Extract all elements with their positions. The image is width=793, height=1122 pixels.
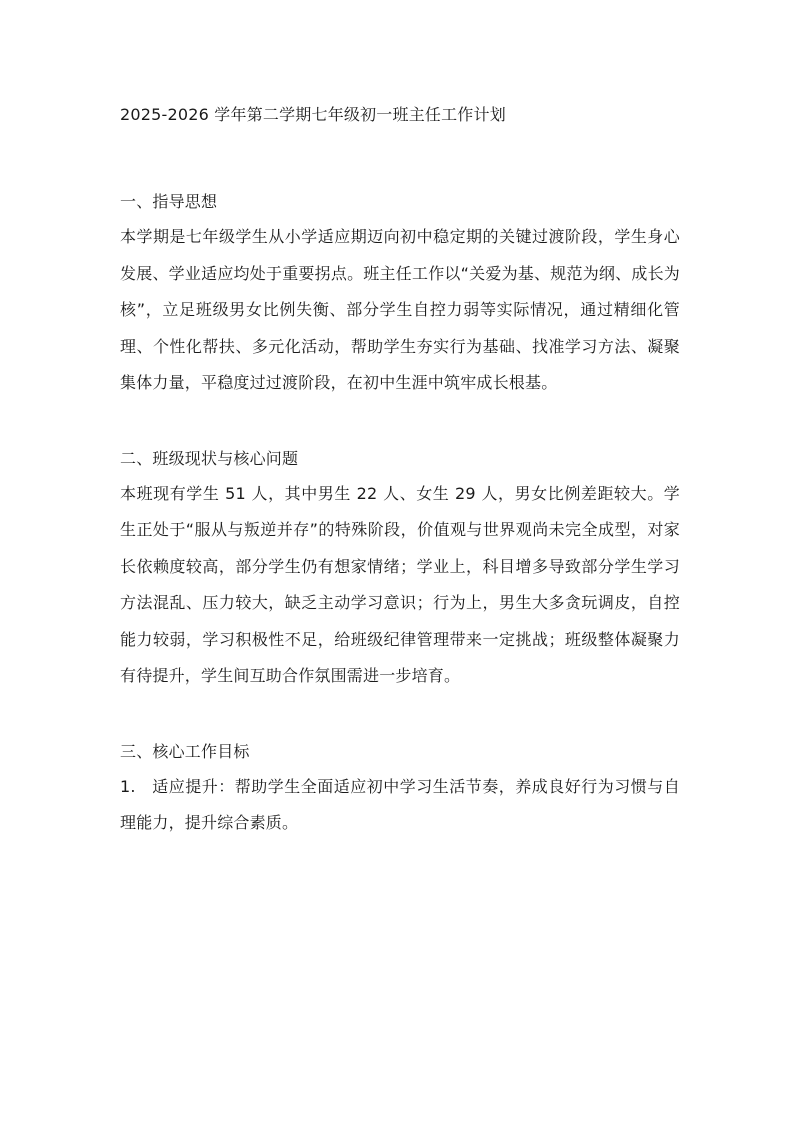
goal-item — [120, 769, 680, 842]
section-class-status — [120, 442, 680, 695]
section-heading: 二、班级现状与核心问题 — [120, 448, 299, 468]
section-heading: 三、核心工作目标 — [120, 741, 250, 761]
section-paragraph: 本学期是七年级学生从小学适应期迈向初中稳定期的关键过渡阶段，学生身心发展、学业适应均处于重要拐点。班主任工作以“关爱为基、规范为纲、成长为核”，立足班级男女比例失衡、部分学生自控力弱等实际情况，通过精细化管理、个性化帮扶、多元化活动，帮助学生夯实行为基础、找准学习方法、凝聚集体力量，平稳度过过渡阶段，在初中生涯中筑牢成长根基。 — [120, 227, 680, 392]
section-core-goals — [120, 735, 680, 842]
section-heading: 一、指导思想 — [120, 192, 218, 211]
section-paragraph: 本班现有学生 51 人，其中男生 22 人、女生 29 人，男女比例差距较大。学生正处于“服从与叛逆并存”的特殊阶段，价值观与世界观尚未完全成型，对家长依赖度较高，部分学生仍有想家情绪；学业上，科目增多导致部分学生学习方法混乱、压力较大，缺乏主动学习意识；行为上，男生大多贪玩调皮，自控能力较弱，学习积极性不足，给班级纪律管理带来一定挑战；班级整体凝聚力有待提升，学生间互助合作氛围需进一步培育。 — [120, 483, 680, 685]
section-guiding-thought — [120, 185, 680, 402]
document-body — [120, 100, 680, 842]
document-title: 2025-2026 学年第二学期七年级初一班主任工作计划 — [120, 105, 506, 124]
goal-item-text: 适应提升：帮助学生全面适应初中学习生活节奏，养成良好行为习惯与自理能力，提升综合素质。 — [120, 776, 680, 832]
goal-item-number: 1. — [120, 776, 136, 796]
